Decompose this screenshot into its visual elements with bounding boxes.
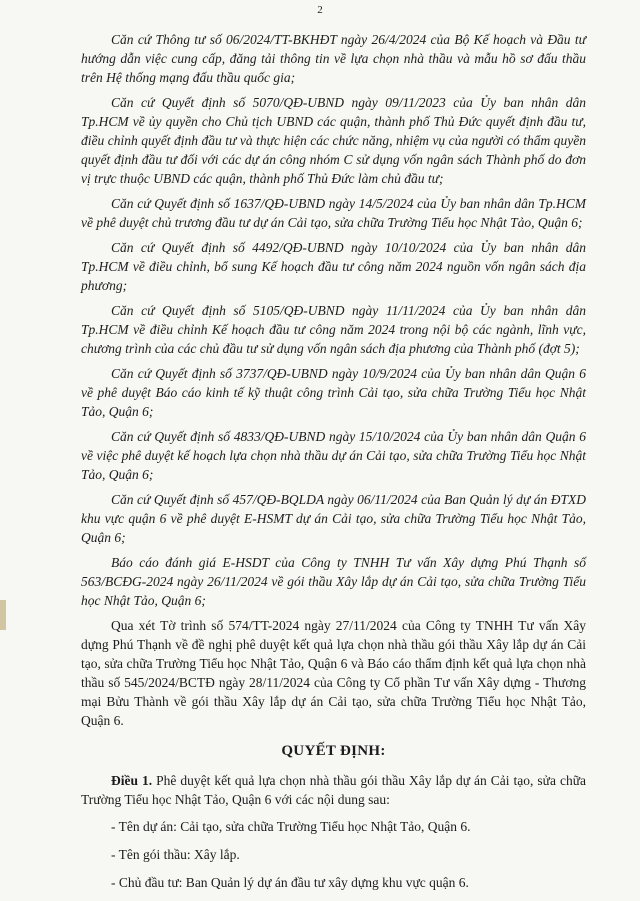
legal-basis-paragraph: Căn cứ Quyết định số 3737/QĐ-UBND ngày 10/9/2024 của Ủy ban nhân dân Quận 6 về phê duyệt Báo cáo kinh tế kỹ thuật công trình Cải tạo, sửa chữa Trường Tiểu học Nhật Tảo, Quận 6; — [81, 366, 586, 419]
legal-basis-paragraph: Căn cứ Quyết định số 457/QĐ-BQLDA ngày 06/11/2024 của Ban Quản lý dự án ĐTXD khu vực quận 6 về phê duyệt E-HSMT dự án Cải tạo, sửa chữa Trường Tiểu học Nhật Tảo, Quận 6; — [81, 492, 586, 545]
article-1-text: Phê duyệt kết quả lựa chọn nhà thầu gói thầu Xây lắp dự án Cải tạo, sửa chữa Trường Tiểu học Nhật Tảo, Quận 6 với các nội dung sau: — [81, 773, 587, 807]
legal-basis-paragraph: Căn cứ Thông tư số 06/2024/TT-BKHĐT ngày 26/4/2024 của Bộ Kế hoạch và Đầu tư hướng dẫn việc cung cấp, đăng tải thông tin về lựa chọn nhà thầu và mẫu hồ sơ đấu thầu trên Hệ thống mạng đấu thầu quốc gia; — [81, 32, 586, 85]
stamp-edge-mark — [0, 600, 6, 630]
legal-basis-paragraph: Căn cứ Quyết định số 5105/QĐ-UBND ngày 11/11/2024 của Ủy ban nhân dân Tp.HCM về điều chỉnh Kế hoạch đầu tư công năm 2024 trong nội bộ các ngành, lĩnh vực, chương trình của các chủ đầu tư sử dụng vốn ngân sách địa phương của Thành phố (đợt 5); — [81, 303, 586, 356]
article-1 — [81, 771, 586, 809]
bullet-item: - Chủ đầu tư: Ban Quản lý dự án đầu tư xây dựng khu vực quận 6. — [111, 875, 469, 890]
article-1-label: Điều 1. — [111, 773, 153, 788]
legal-basis-paragraph: Căn cứ Quyết định số 4492/QĐ-UBND ngày 10/10/2024 của Ủy ban nhân dân Tp.HCM về điều chỉnh, bổ sung Kế hoạch đầu tư công năm 2024 nguồn vốn ngân sách địa phương; — [81, 240, 586, 293]
legal-basis-paragraph: Căn cứ Quyết định số 4833/QĐ-UBND ngày 15/10/2024 của Ủy ban nhân dân Quận 6 về việc phê duyệt kế hoạch lựa chọn nhà thầu dự án Cải tạo, sửa chữa Trường Tiểu học Nhật Tảo, Quận 6; — [81, 429, 586, 482]
decision-heading: QUYẾT ĐỊNH: — [281, 743, 386, 759]
legal-basis-paragraph: Báo cáo đánh giá E-HSDT của Công ty TNHH Tư vấn Xây dựng Phú Thạnh số 563/BCĐG-2024 ngày 26/11/2024 về gói thầu Xây lắp dự án Cải tạo, sửa chữa Trường Tiểu học Nhật Tảo, Quận 6; — [81, 555, 586, 608]
legal-basis-paragraph: Căn cứ Quyết định số 1637/QĐ-UBND ngày 14/5/2024 của Ủy ban nhân dân Tp.HCM về phê duyệt chủ trương đầu tư dự án Cải tạo, sửa chữa Trường Tiểu học Nhật Tảo, Quận 6; — [81, 196, 586, 230]
bullet-item: - Tên gói thầu: Xây lắp. — [111, 847, 240, 862]
document-body — [81, 30, 586, 901]
bullet-item: - Tên dự án: Cải tạo, sửa chữa Trường Tiểu học Nhật Tảo, Quận 6. — [111, 819, 471, 834]
legal-basis-paragraph: Căn cứ Quyết định số 5070/QĐ-UBND ngày 09/11/2023 của Ủy ban nhân dân Tp.HCM về ủy quyền cho Chủ tịch UBND các quận, thành phố Thủ Đức quyết định đầu tư, điều chỉnh quyết định đầu tư và thực hiện các chức năng, nhiệm vụ của người có thẩm quyền quyết định đầu tư đối với các dự án công nhóm C sử dụng vốn ngân sách Thành phố do đơn vị trực thuộc UBND các quận, thành phố Thủ Đức làm chủ đầu tư; — [81, 95, 586, 186]
page-number: 2 — [317, 4, 323, 16]
consideration-paragraph: Qua xét Tờ trình số 574/TT-2024 ngày 27/11/2024 của Công ty TNHH Tư vấn Xây dựng Phú Thạnh về đề nghị phê duyệt kết quả lựa chọn nhà thầu gói thầu Xây lắp dự án Cải tạo, sửa chữa Trường Tiểu học Nhật Tảo, Quận 6 và Báo cáo thẩm định kết quả lựa chọn nhà thầu số 545/2024/BCTĐ ngày 28/11/2024 của Công ty Cổ phần Tư vấn Xây dựng - Thương mại Bửu Thành về gói thầu Xây lắp dự án Cải tạo, sửa chữa Trường Tiểu học Nhật Tảo, Quận 6. — [81, 618, 586, 728]
